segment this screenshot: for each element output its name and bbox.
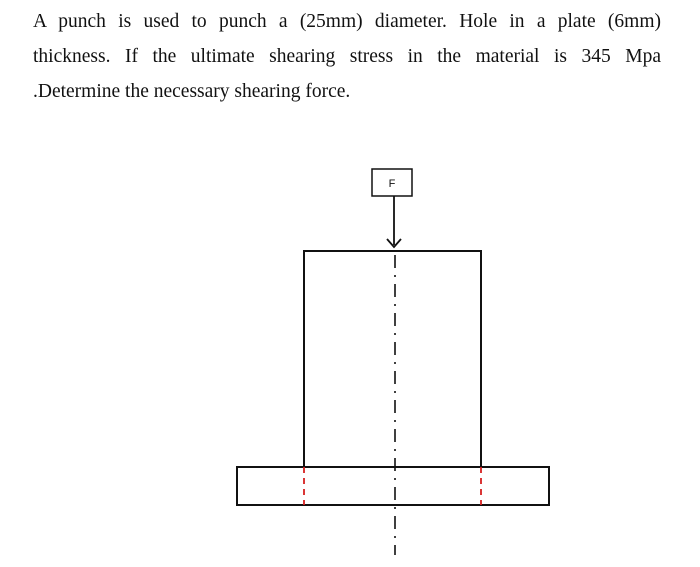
- plate: [237, 467, 549, 505]
- force-arrow: [387, 196, 401, 247]
- problem-line-1: A punch is used to punch a (25mm) diameter. Hole in a plate (6mm): [33, 11, 661, 32]
- force-label: F: [388, 178, 396, 190]
- punch-body: [304, 251, 481, 467]
- force-label-box: [372, 169, 412, 196]
- problem-line-3: .Determine the necessary shearing force.: [33, 81, 351, 102]
- problem-line-2: thickness. If the ultimate shearing stress in the material is 345 Mpa: [33, 46, 661, 67]
